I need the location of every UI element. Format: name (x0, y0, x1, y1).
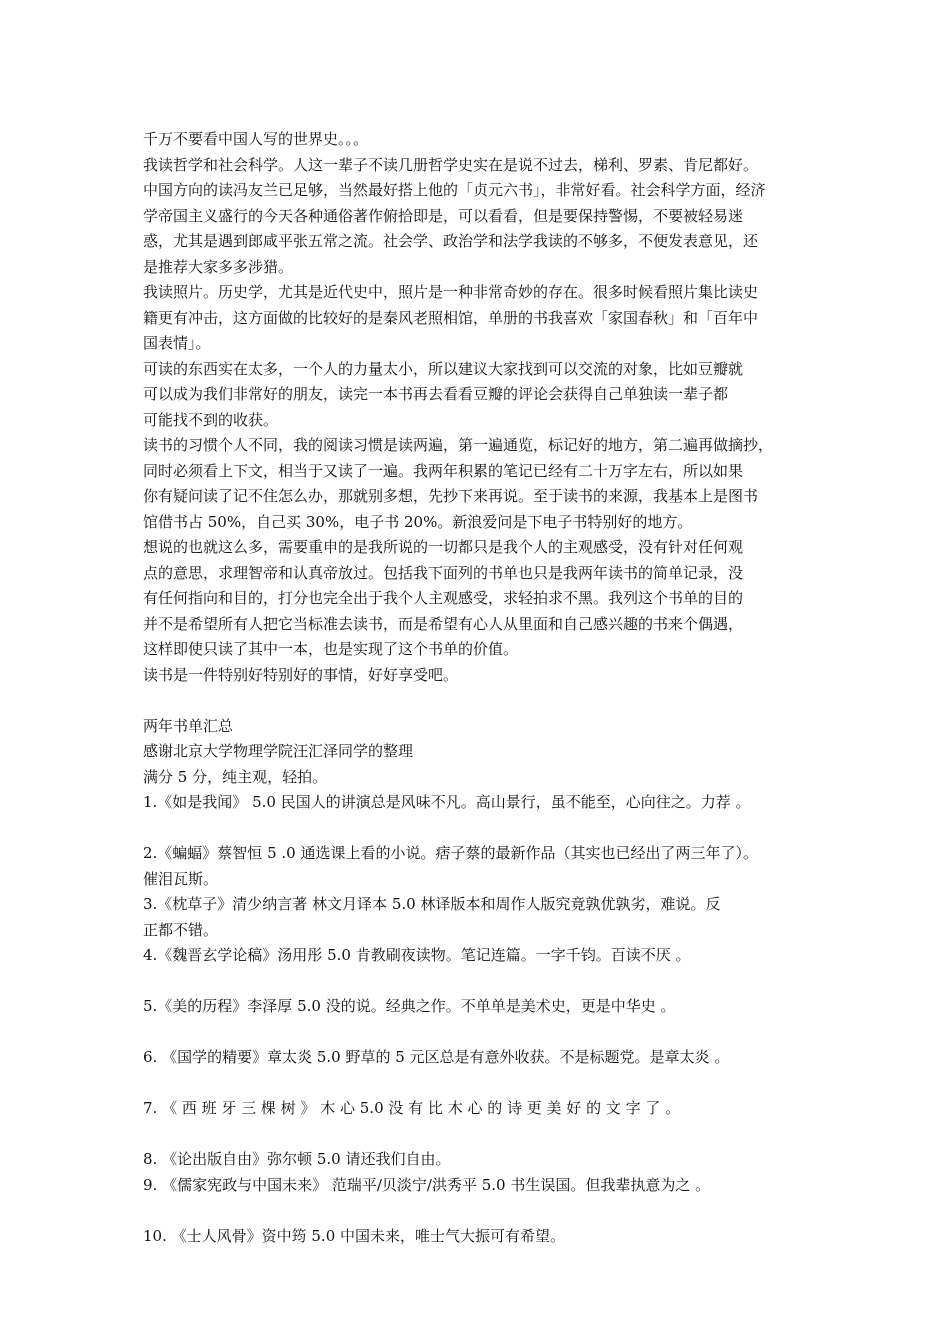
paragraph-line: 可读的东西实在太多，一个人的力量太小，所以建议大家找到可以交流的对象，比如豆瓣就 (143, 359, 744, 378)
book-item-4: 4.《魏晋玄学论稿》汤用彤 5.0 肯教刷夜读物。笔记连篇。一字千钧。百读不厌 。 (143, 946, 691, 964)
paragraph-line: 可能找不到的收获。 (143, 410, 279, 429)
paragraph-line: 国表情」。 (143, 334, 211, 352)
paragraph-line: 可以成为我们非常好的朋友，读完一本书再去看看豆瓣的评论会获得自己单独读一辈子都 (143, 385, 729, 403)
paragraph-line: 这样即使只读了其中一本，也是实现了这个书单的价值。 (143, 640, 519, 658)
paragraph-line: 想说的也就这么多，需要重申的是我所说的一切都只是我个人的主观感受，没有针对任何观 (143, 538, 744, 556)
paragraph-line: 我读哲学和社会科学。人这一辈子不读几册哲学史实在是说不过去，梯利、罗素、肯尼都好。 (143, 155, 759, 174)
paragraph-line: 同时必须看上下文，相当于又读了一遍。我两年积累的笔记已经有二十万字左右，所以如果 (143, 461, 744, 480)
blank-line (143, 969, 821, 995)
book-item-2-cont: 催泪瓦斯。 (143, 869, 219, 888)
blank-line (143, 816, 821, 842)
paragraph-line: 我读照片。历史学，尤其是近代史中，照片是一种非常奇妙的存在。很多时候看照片集比读史 (143, 283, 759, 301)
blank-line (143, 1198, 821, 1224)
book-item-6: 6. 《国学的精要》章太炎 5.0 野草的 5 元区总是有意外收获。不是标题党。是章太炎 。 (143, 1048, 730, 1066)
document-page (143, 127, 821, 1249)
book-item-9: 9. 《儒家宪政与中国未来》 范瑞平/贝淡宁/洪秀平 5.0 书生误国。但我辈执意为之 。 (143, 1175, 711, 1194)
paragraph-line: 并不是希望所有人把它当标准去读书，而是希望有心人从里面和自己感兴趣的书来个偶遇， (143, 614, 744, 633)
paragraph-line: 有任何指向和目的，打分也完全出于我个人主观感受，求轻拍求不黑。我列这个书单的目的 (143, 589, 744, 607)
booklist-note: 满分 5 分，纯主观，轻拍。 (143, 767, 328, 786)
paragraph-line: 千万不要看中国人写的世界史。。。 (143, 130, 369, 148)
book-item-7: 7. 《 西 班 牙 三 棵 树 》 木 心 5.0 没 有 比 木 心 的 诗 更 美 好 的 文 字 了 。 (143, 1099, 681, 1117)
booklist-credit: 感谢北京大学物理学院汪汇泽同学的整理 (143, 742, 414, 760)
paragraph-line: 读书的习惯个人不同，我的阅读习惯是读两遍，第一遍通览，标记好的地方，第二遍再做摘抄， (143, 436, 774, 454)
booklist-title: 两年书单汇总 (143, 716, 234, 735)
book-item-10: 10. 《士人风骨》资中筠 5.0 中国未来，唯士气大振可有希望。 (143, 1226, 566, 1245)
blank-line (143, 1020, 821, 1046)
book-item-5: 5.《美的历程》李泽厚 5.0 没的说。经典之作。不单单是美术史，更是中华史 。 (143, 997, 676, 1015)
paragraph-line: 学帝国主义盛行的今天各种通俗著作俯拾即是，可以看看，但是要保持警惕，不要被轻易迷 (143, 206, 744, 225)
book-item-2: 2.《蝙蝠》蔡智恒 5 .0 通选课上看的小说。痞子蔡的最新作品（其实也已经出了两三年了）。 (143, 844, 758, 862)
paragraph-line: 中国方向的读冯友兰已足够，当然最好搭上他的「贞元六书」，非常好看。社会科学方面，经济 (143, 181, 766, 199)
paragraph-line: 读书是一件特别好特别好的事情，好好享受吧。 (143, 665, 459, 684)
paragraph-line: 惑，尤其是遇到郎咸平张五常之流。社会学、政治学和法学我读的不够多，不便发表意见，还 (143, 232, 759, 250)
paragraph-line: 馆借书占 50%，自己买 30%，电子书 20%。新浪爱问是下电子书特别好的地方。 (143, 512, 693, 531)
blank-line (143, 1122, 821, 1148)
blank-line (143, 1071, 821, 1097)
paragraph-line: 点的意思，求理智帝和认真帝放过。包括我下面列的书单也只是我两年读书的简单记录，没 (143, 563, 744, 582)
blank-line (143, 688, 821, 714)
book-item-3: 3.《枕草子》清少纳言著 林文月译本 5.0 林译版本和周作人版究竟孰优孰劣，难说。反 (143, 895, 721, 913)
paragraph-line: 你有疑问读了记不住怎么办，那就别多想，先抄下来再说。至于读书的来源，我基本上是图书 (143, 487, 759, 505)
paragraph-line: 籍更有冲击，这方面做的比较好的是秦风老照相馆，单册的书我喜欢「家国春秋」和「百年中 (143, 308, 759, 327)
book-item-8: 8. 《论出版自由》弥尔顿 5.0 请还我们自由。 (143, 1150, 451, 1168)
book-item-1: 1.《如是我闻》 5.0 民国人的讲演总是风味不凡。高山景行，虽不能至，心向往之。力荐 。 (143, 793, 751, 811)
book-item-3-cont: 正都不错。 (143, 920, 219, 939)
paragraph-line: 是推荐大家多多涉猎。 (143, 257, 294, 276)
